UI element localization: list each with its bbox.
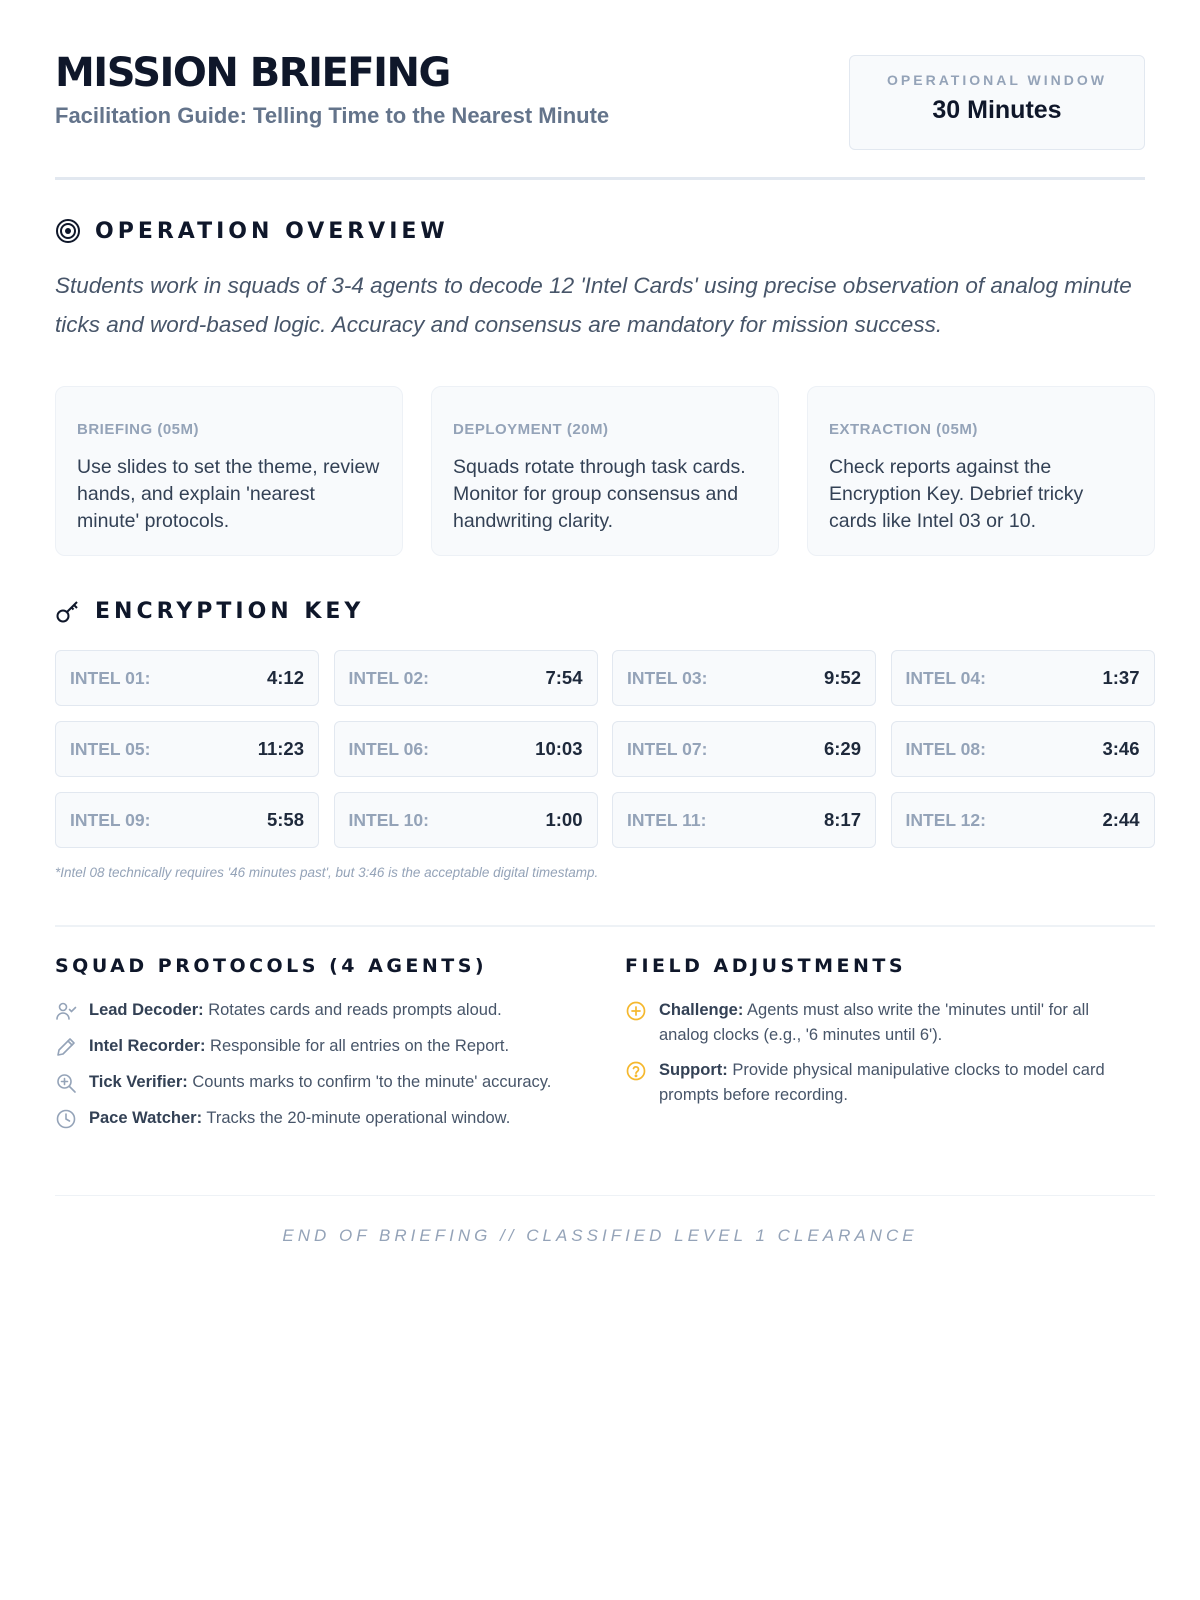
key-label: INTEL 09:: [70, 809, 151, 830]
overview-heading-text: OPERATION OVERVIEW: [95, 218, 449, 244]
page-title: MISSION BRIEFING: [55, 50, 450, 96]
key-label: INTEL 11:: [627, 809, 707, 830]
key-value: 3:46: [1102, 738, 1140, 759]
role-name: Tick Verifier:: [89, 1073, 188, 1091]
role-description: Tracks the 20-minute operational window.: [202, 1109, 511, 1127]
key-label: INTEL 05:: [70, 738, 151, 759]
adjustment-label: Challenge:: [659, 1001, 744, 1019]
adjustment-description: Agents must also write the 'minutes until' for all analog clocks (e.g., '6 minutes until 6').: [659, 1001, 1089, 1044]
list-item-text: [659, 1058, 1125, 1108]
footer-text: END OF BRIEFING // CLASSIFIED LEVEL 1 CLEARANCE: [282, 1226, 918, 1245]
key-label: INTEL 08:: [905, 738, 986, 759]
phase-label: DEPLOYMENT (20M): [453, 421, 609, 438]
page-subtitle: Facilitation Guide: Telling Time to the Nearest Minute: [55, 103, 610, 128]
phase-text: Squads rotate through task cards. Monitor for group consensus and handwriting clarity.: [453, 456, 746, 532]
key-icon: [55, 598, 81, 624]
key-label: INTEL 02:: [348, 667, 429, 688]
list-item-text: [89, 1106, 510, 1131]
header: [55, 0, 1145, 180]
key-label: INTEL 12:: [905, 809, 986, 830]
squad-protocols-heading: [55, 955, 487, 977]
list-item: [625, 1000, 1125, 1048]
key-cell: [334, 792, 598, 848]
key-cell: [334, 650, 598, 706]
list-item: [55, 1072, 615, 1095]
key-cell: [891, 721, 1155, 777]
operational-window-label: OPERATIONAL WINDOW: [887, 72, 1107, 88]
footer-divider: [55, 1195, 1155, 1196]
list-item: [625, 1060, 1125, 1108]
adjustment-label: Support:: [659, 1061, 728, 1079]
encryption-key-footnote: *Intel 08 technically requires '46 minutes past', but 3:46 is the acceptable digital timestamp.: [55, 865, 599, 880]
key-cell: [612, 650, 876, 706]
phase-text: Use slides to set the theme, review hands, and explain 'nearest minute' protocols.: [77, 456, 380, 532]
key-value: 6:29: [823, 738, 861, 759]
field-adjustments-list: [625, 1000, 1125, 1108]
key-value: 4:12: [266, 667, 304, 688]
key-label: INTEL 06:: [348, 738, 429, 759]
field-adjustments-heading: [625, 955, 906, 977]
field-adjustments-heading-text: FIELD ADJUSTMENTS: [625, 955, 907, 977]
squad-protocols-list: [55, 1000, 615, 1131]
overview-heading: [55, 218, 449, 244]
role-description: Counts marks to confirm 'to the minute' accuracy.: [187, 1073, 552, 1091]
encryption-key-heading-text: ENCRYPTION KEY: [95, 598, 365, 624]
key-cell: [55, 792, 319, 848]
list-item-text: [659, 998, 1125, 1048]
operational-window-value: 30 Minutes: [932, 96, 1062, 124]
phase-card-briefing: [55, 386, 403, 556]
key-value: 10:03: [535, 738, 583, 759]
key-label: INTEL 10:: [348, 809, 429, 830]
role-description: Responsible for all entries on the Report.: [205, 1037, 510, 1055]
key-value: 11:23: [257, 738, 304, 759]
phase-text: Check reports against the Encryption Key. Debrief tricky cards like Intel 03 or 10.: [829, 456, 1084, 532]
key-label: INTEL 01:: [70, 667, 151, 688]
target-icon: [55, 218, 81, 244]
list-item: [55, 1036, 615, 1059]
adjustment-description: Provide physical manipulative clocks to model card prompts before recording.: [659, 1061, 1105, 1104]
list-item: [55, 1000, 615, 1023]
key-cell: [334, 721, 598, 777]
key-label: INTEL 07:: [627, 738, 708, 759]
role-description: Rotates cards and reads prompts aloud.: [203, 1001, 502, 1019]
key-label: INTEL 04:: [905, 667, 986, 688]
phase-cards: [55, 386, 1155, 556]
zoom-in-icon: [55, 1072, 77, 1094]
section-divider: [55, 925, 1155, 927]
key-cell: [891, 650, 1155, 706]
key-value: 7:54: [545, 667, 583, 688]
squad-protocols-heading-text: SQUAD PROTOCOLS (4 AGENTS): [55, 955, 488, 977]
overview-text: Students work in squads of 3-4 agents to decode 12 'Intel Cards' using precise observation of analog minute ticks and word-based logic. Accuracy and consensus are mandatory for mission success.: [55, 273, 1132, 337]
key-cell: [55, 650, 319, 706]
plus-circle-icon: [625, 1000, 647, 1022]
key-label: INTEL 03:: [627, 667, 708, 688]
key-value: 9:52: [823, 667, 861, 688]
key-cell: [612, 721, 876, 777]
key-cell: [891, 792, 1155, 848]
pencil-icon: [55, 1036, 77, 1058]
key-value: 8:17: [823, 809, 861, 830]
phase-label: EXTRACTION (05M): [829, 421, 978, 438]
key-value: 1:00: [545, 809, 583, 830]
encryption-key-grid: [55, 650, 1155, 848]
user-check-icon: [55, 1000, 77, 1022]
list-item-text: [89, 1070, 551, 1095]
phase-card-deployment: [431, 386, 779, 556]
encryption-key-heading: [55, 598, 364, 624]
phase-label: BRIEFING (05M): [77, 421, 200, 438]
phase-card-extraction: [807, 386, 1155, 556]
operational-window-box: [849, 55, 1145, 150]
list-item-text: [89, 1034, 509, 1059]
help-circle-icon: [625, 1060, 647, 1082]
list-item-text: [89, 998, 502, 1023]
key-value: 2:44: [1102, 809, 1140, 830]
role-name: Intel Recorder:: [89, 1037, 206, 1055]
key-value: 5:58: [266, 809, 304, 830]
role-name: Pace Watcher:: [89, 1109, 203, 1127]
key-value: 1:37: [1102, 667, 1140, 688]
key-cell: [55, 721, 319, 777]
list-item: [55, 1108, 615, 1131]
key-cell: [612, 792, 876, 848]
clock-icon: [55, 1108, 77, 1130]
role-name: Lead Decoder:: [89, 1001, 204, 1019]
